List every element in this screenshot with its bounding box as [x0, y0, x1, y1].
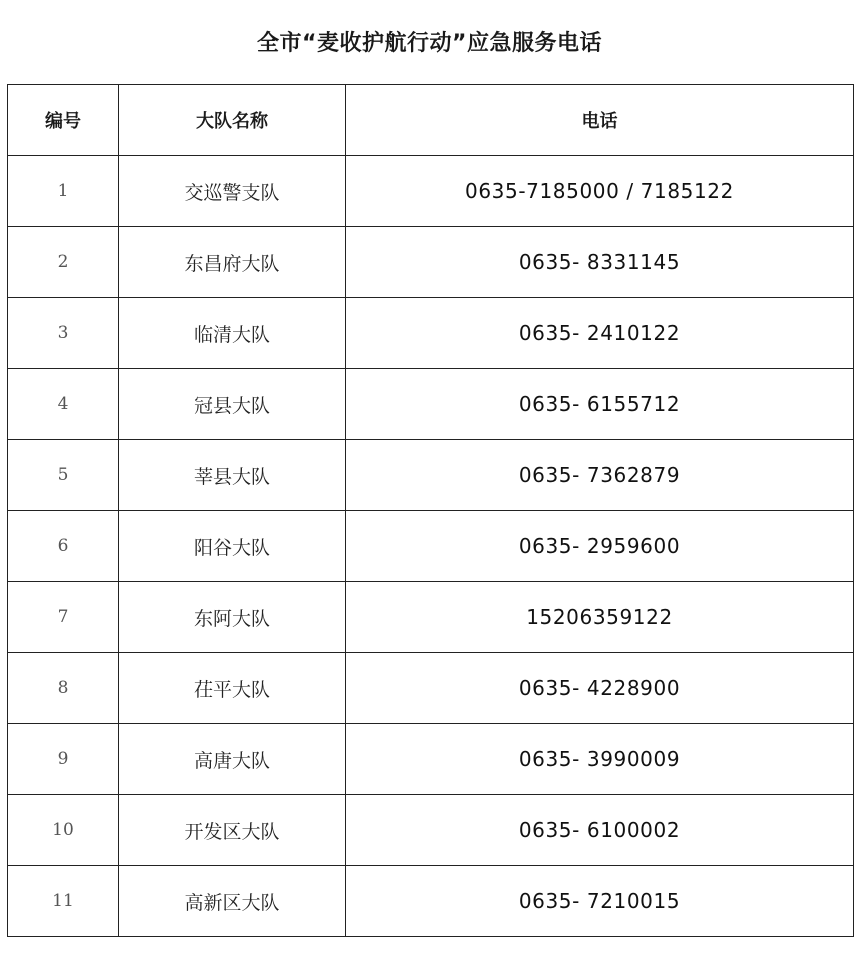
row-number: 11 — [8, 866, 119, 937]
row-number: 4 — [8, 369, 119, 440]
row-number: 2 — [8, 227, 119, 298]
table-row — [8, 298, 854, 369]
row-number: 3 — [8, 298, 119, 369]
row-number: 9 — [8, 724, 119, 795]
row-name: 开发区大队 — [119, 795, 346, 866]
row-phone: 0635-7185000 / 7185122 — [346, 156, 854, 227]
table-row — [8, 511, 854, 582]
table-row — [8, 724, 854, 795]
table-row — [8, 156, 854, 227]
table-row — [8, 866, 854, 937]
row-number: 10 — [8, 795, 119, 866]
row-phone: 15206359122 — [346, 582, 854, 653]
row-phone: 0635- 7362879 — [346, 440, 854, 511]
row-number: 5 — [8, 440, 119, 511]
row-phone: 0635- 2410122 — [346, 298, 854, 369]
table-row — [8, 369, 854, 440]
table-header-row — [8, 85, 854, 156]
table-row — [8, 582, 854, 653]
table-row — [8, 653, 854, 724]
row-phone: 0635- 4228900 — [346, 653, 854, 724]
row-phone: 0635- 2959600 — [346, 511, 854, 582]
row-name: 东昌府大队 — [119, 227, 346, 298]
row-name: 冠县大队 — [119, 369, 346, 440]
row-number: 7 — [8, 582, 119, 653]
row-name: 阳谷大队 — [119, 511, 346, 582]
row-number: 1 — [8, 156, 119, 227]
header-phone: 电话 — [346, 85, 854, 156]
table-row — [8, 440, 854, 511]
row-name: 莘县大队 — [119, 440, 346, 511]
row-phone: 0635- 6100002 — [346, 795, 854, 866]
row-name: 高新区大队 — [119, 866, 346, 937]
row-phone: 0635- 3990009 — [346, 724, 854, 795]
row-name: 交巡警支队 — [119, 156, 346, 227]
row-number: 6 — [8, 511, 119, 582]
row-phone: 0635- 6155712 — [346, 369, 854, 440]
table-row — [8, 795, 854, 866]
table-row — [8, 227, 854, 298]
phone-table — [7, 84, 854, 937]
row-phone: 0635- 8331145 — [346, 227, 854, 298]
row-name: 临清大队 — [119, 298, 346, 369]
row-name: 东阿大队 — [119, 582, 346, 653]
row-phone: 0635- 7210015 — [346, 866, 854, 937]
row-name: 茌平大队 — [119, 653, 346, 724]
row-name: 高唐大队 — [119, 724, 346, 795]
header-name: 大队名称 — [119, 85, 346, 156]
row-number: 8 — [8, 653, 119, 724]
header-number: 编号 — [8, 85, 119, 156]
page-title: 全市“麦收护航行动”应急服务电话 — [257, 31, 602, 56]
